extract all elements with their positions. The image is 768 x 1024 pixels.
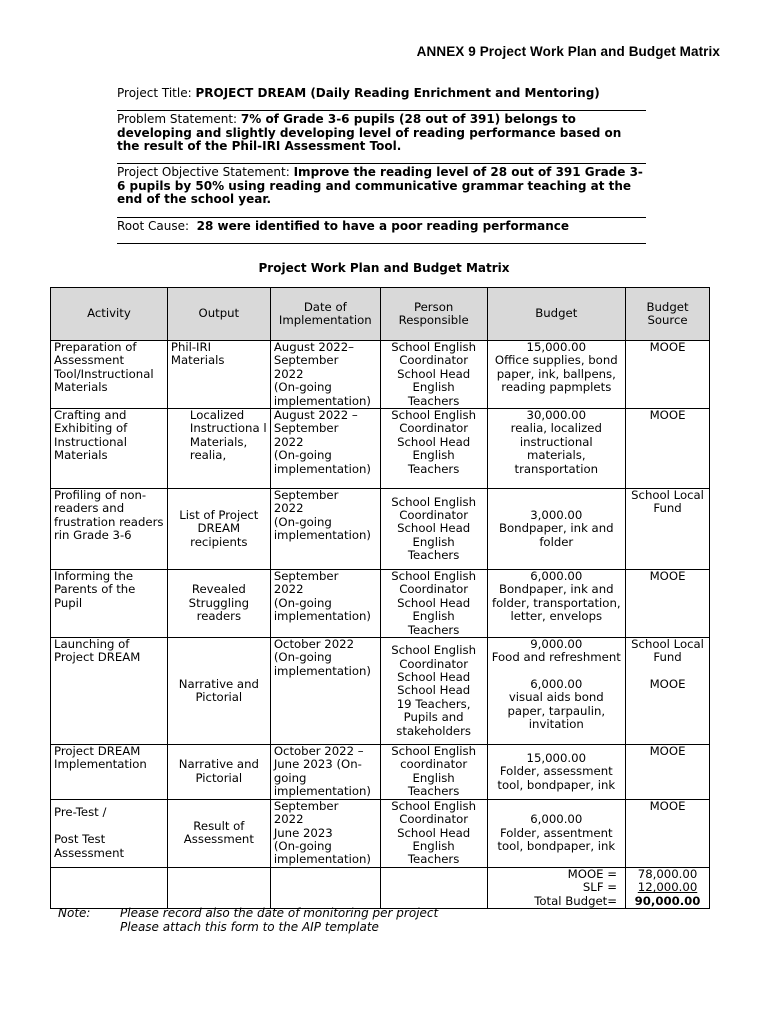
header-source: Budget Source — [626, 288, 710, 341]
cell-budget: 3,000.00 Bondpaper, ink and folder — [487, 489, 626, 570]
divider — [117, 243, 646, 244]
objective-statement — [117, 166, 646, 207]
cell-date: September 2022 (On-going implementation) — [270, 489, 380, 570]
table-row — [51, 409, 710, 489]
cell-date: October 2022 – June 2023 (On- going implementation) — [270, 745, 380, 800]
cell-person: School English Coordinator School Head School Head 19 Teachers, Pupils and stakeholders — [380, 638, 487, 745]
cell-source: MOOE — [626, 799, 710, 867]
problem-statement-label: Problem Statement: — [117, 112, 241, 126]
note-label: Note: — [58, 906, 91, 920]
header-activity: Activity — [51, 288, 168, 341]
table-row — [51, 341, 710, 409]
total-label-slf: SLF = — [582, 880, 618, 895]
project-title-label: Project Title: — [117, 86, 196, 100]
budget-visual-aids: 6,000.00 visual aids bond paper, tarpaulin, invitation — [507, 676, 606, 732]
note-line-1: Please record also the date of monitoring per project — [120, 906, 439, 920]
table-header-row — [51, 288, 710, 341]
cell-date: September 2022 (On-going implementation) — [270, 570, 380, 638]
header-output: Output — [167, 288, 270, 341]
cell-person: School English Coordinator School Head English Teachers — [380, 341, 487, 409]
cell-activity: Pre-Test / Post Test Assessment — [51, 799, 168, 867]
divider — [117, 110, 646, 111]
cell-source: MOOE — [626, 745, 710, 800]
cell-activity: Crafting and Exhibiting of Instructional Materials — [51, 409, 168, 489]
table-row — [51, 745, 710, 800]
totals-row — [51, 867, 710, 908]
cell-source: MOOE — [626, 341, 710, 409]
source-mooe: MOOE — [649, 676, 686, 691]
cell-budget: 6,000.00 Bondpaper, ink and folder, transportation, letter, envelops — [487, 570, 626, 638]
header-budget: Budget — [487, 288, 626, 341]
cell-output: Narrative and Pictorial — [167, 745, 270, 800]
note-line-2: Please attach this form to the AIP template — [120, 919, 379, 934]
totals-values — [626, 867, 710, 908]
root-cause — [117, 220, 646, 234]
cell-person: School English Coordinator School Head English Teachers — [380, 409, 487, 489]
cell-activity: Informing the Parents of the Pupil — [51, 570, 168, 638]
matrix-title: Project Work Plan and Budget Matrix — [258, 261, 510, 275]
totals-labels — [487, 867, 626, 908]
root-cause-label: Root Cause: — [117, 219, 197, 233]
table-row — [51, 570, 710, 638]
cell-person: School English Coordinator School Head English Teachers — [380, 489, 487, 570]
problem-statement — [117, 113, 646, 154]
cell-output: Narrative and Pictorial — [167, 638, 270, 745]
work-plan-table — [50, 287, 710, 909]
project-title — [117, 87, 646, 101]
cell-date: October 2022 (On-going implementation) — [270, 638, 380, 745]
cell-person: School English Coordinator School Head English Teachers — [380, 799, 487, 867]
cell-source: MOOE — [626, 570, 710, 638]
cell-source: School Local Fund — [626, 489, 710, 570]
cell-person: School English Coordinator School Head English Teachers — [380, 570, 487, 638]
project-title-value: PROJECT DREAM (Daily Reading Enrichment and Mentoring) — [195, 86, 600, 100]
cell-activity: Project DREAM Implementation — [51, 745, 168, 800]
cell-date: September 2022 June 2023 (On-going implementation) — [270, 799, 380, 867]
source-slf: School Local Fund — [631, 637, 704, 665]
divider — [117, 217, 646, 218]
cell-budget — [487, 638, 626, 745]
note — [58, 907, 438, 934]
root-cause-value: 28 were identified to have a poor reading performance — [196, 219, 570, 233]
cell-budget: 15,000.00 Office supplies, bond paper, ink, ballpens, reading papmplets — [487, 341, 626, 409]
header-date: Date of Implementation — [270, 288, 380, 341]
problem-statement-value: 7% of Grade 3-6 pupils (28 out of 391) belongs to developing and slightly developing level of reading performance based on the result of the Phil-IRI Assessment Tool. — [117, 112, 622, 153]
cell-activity: Preparation of Assessment Tool/Instructional Materials — [51, 341, 168, 409]
cell-date: August 2022 – September 2022 (On-going implementation) — [270, 409, 380, 489]
cell-date: August 2022– September 2022 (On-going implementation) — [270, 341, 380, 409]
table-row — [51, 638, 710, 745]
cell-budget: 30,000.00 realia, localized instructional materials, transportation — [487, 409, 626, 489]
cell-output: Result of Assessment — [167, 799, 270, 867]
cell-source: MOOE — [626, 409, 710, 489]
header-person: Person Responsible — [380, 288, 487, 341]
budget-food: 9,000.00 Food and refreshment — [491, 637, 621, 665]
objective-statement-label: Project Objective Statement: — [117, 165, 294, 179]
objective-statement-value: Improve the reading level of 28 out of 391 Grade 3-6 pupils by 50% using reading and communicative grammar teaching at the end of the school year. — [117, 165, 643, 206]
total-value-total: 90,000.00 — [634, 893, 701, 908]
cell-activity: Launching of Project DREAM — [51, 638, 168, 745]
total-value-slf: 12,000.00 — [637, 880, 698, 895]
annex-title: ANNEX 9 Project Work Plan and Budget Matrix — [416, 44, 720, 59]
cell-budget: 15,000.00 Folder, assessment tool, bondpaper, ink — [487, 745, 626, 800]
total-label-mooe: MOOE = — [567, 866, 618, 881]
cell-source — [626, 638, 710, 745]
total-value-mooe: 78,000.00 — [637, 866, 698, 881]
cell-person: School English coordinator English Teachers — [380, 745, 487, 800]
total-label-total: Total Budget= — [534, 893, 618, 908]
cell-output: Revealed Struggling readers — [167, 570, 270, 638]
table-row — [51, 799, 710, 867]
cell-activity: Profiling of non-readers and frustration readers rin Grade 3-6 — [51, 489, 168, 570]
table-row — [51, 489, 710, 570]
cell-output: Localized Instructiona l Materials, realia, — [167, 409, 270, 489]
cell-budget: 6,000.00 Folder, assentment tool, bondpaper, ink — [487, 799, 626, 867]
cell-output: List of Project DREAM recipients — [167, 489, 270, 570]
cell-output: Phil-IRI Materials — [167, 341, 270, 409]
divider — [117, 163, 646, 164]
